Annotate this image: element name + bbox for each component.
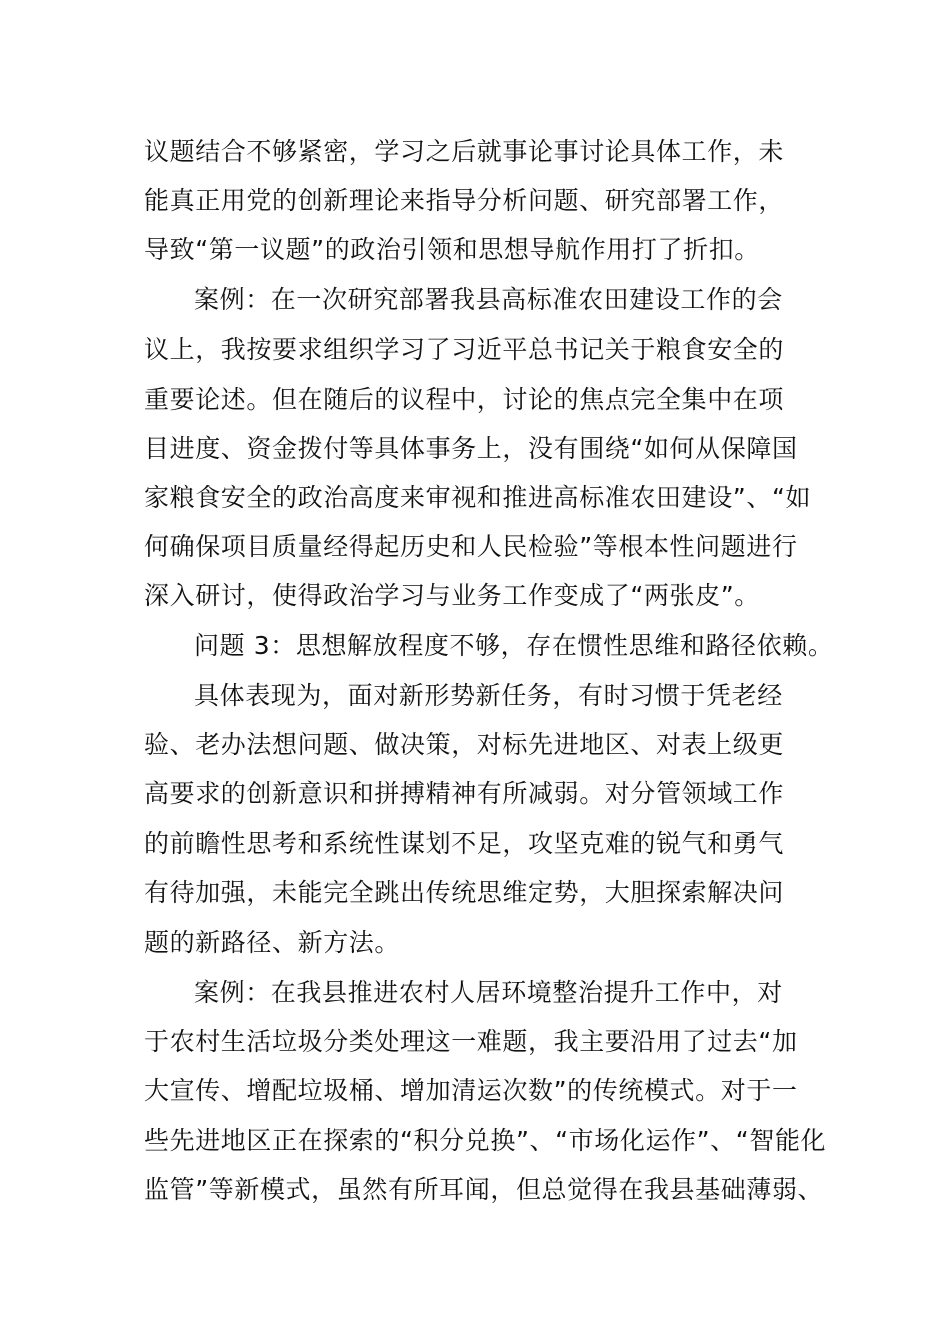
text-line: 题的新路径、新方法。 [144,928,401,957]
text-line: 有待加强，未能完全跳出传统思维定势，大胆探索解决问 [144,878,785,907]
text-line: 案例：在我县推进农村人居环境整治提升工作中，对 [194,978,783,1007]
text-line: 议题结合不够紧密，学习之后就事论事讨论具体工作，未 [144,137,785,166]
text-line: 些先进地区正在探索的“积分兑换”、“市场化运作”、“智能化 [144,1126,827,1155]
text-line: 具体表现为，面对新形势新任务，有时习惯于凭老经 [194,681,783,710]
text-line: 于农村生活垃圾分类处理这一难题，我主要沿用了过去“加 [144,1027,798,1056]
text-line: 的前瞻性思考和系统性谋划不足，攻坚克难的锐气和勇气 [144,829,785,858]
text-line: 目进度、资金拨付等具体事务上，没有围绕“如何从保障国 [144,434,798,463]
text-line: 议上，我按要求组织学习了习近平总书记关于粮食安全的 [144,335,785,364]
text-line: 问题 3：思想解放程度不够，存在惯性思维和路径依赖。 [194,631,834,660]
text-line: 监管”等新模式，虽然有所耳闻，但总觉得在我县基础薄弱、 [144,1175,824,1204]
text-line: 大宣传、增配垃圾桶、增加清运次数”的传统模式。对于一 [144,1076,798,1105]
text-line: 高要求的创新意识和拼搏精神有所减弱。对分管领域工作 [144,779,785,808]
text-line: 案例：在一次研究部署我县高标准农田建设工作的会 [194,285,783,314]
text-line: 重要论述。但在随后的议程中，讨论的焦点完全集中在项 [144,385,785,414]
text-line: 能真正用党的创新理论来指导分析问题、研究部署工作， [144,186,785,215]
text-line: 家粮食安全的政治高度来审视和推进高标准农田建设”、“如 [144,483,812,512]
text-line: 验、老办法想问题、做决策，对标先进地区、对表上级更 [144,730,785,759]
text-line: 深入研讨，使得政治学习与业务工作变成了“两张皮”。 [144,581,760,610]
text-line: 何确保项目质量经得起历史和人民检验”等根本性问题进行 [144,532,798,561]
text-line: 导致“第一议题”的政治引领和思想导航作用打了折扣。 [144,235,760,264]
